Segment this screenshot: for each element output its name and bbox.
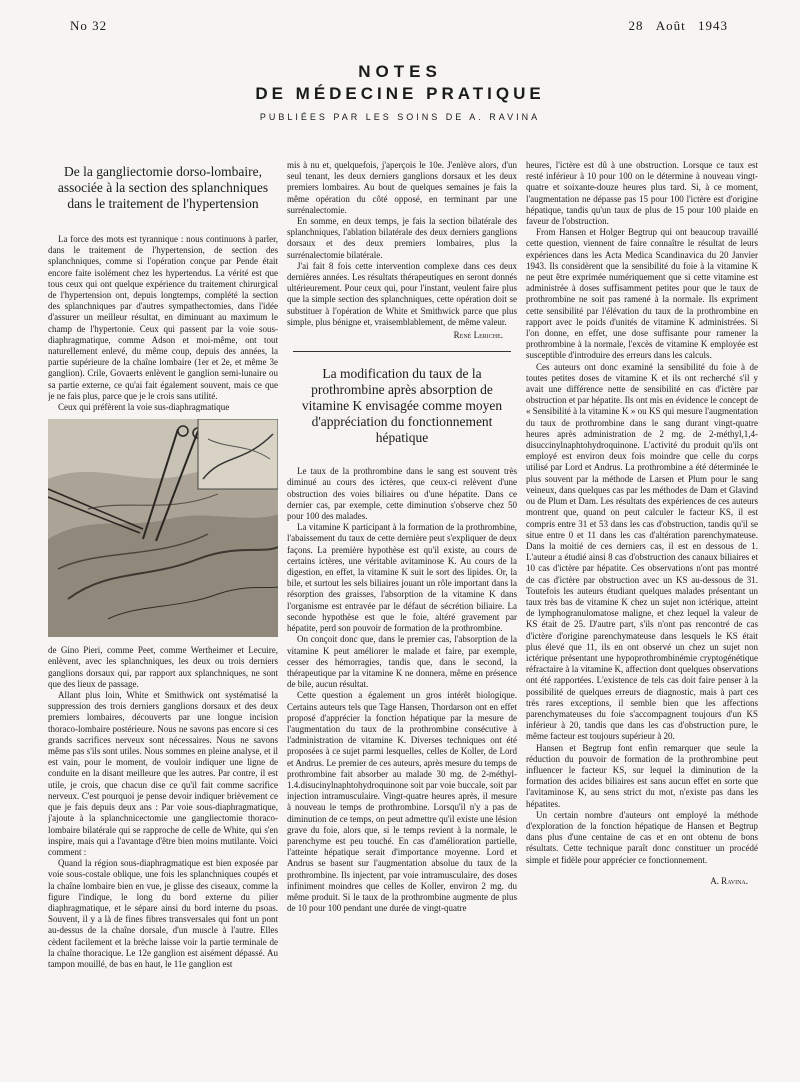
article2-paragraph: Le taux de la prothrombine dans le sang est souvent très diminué au cours des ictères, que ceux-ci relèvent d'une obstruction des voies biliaires ou d'une hépatite. Dans ce dernier cas, par exemple, cette diminution s'observe chez 50 pour 100 des malades. <box>287 466 517 522</box>
issue-date <box>621 18 729 34</box>
article-divider <box>293 351 511 352</box>
article2-title: La modification du taux de la prothrombine après absorption de vitamine K envisagée comme moyen d'appréciation du fonctionnement hépatique <box>301 366 503 446</box>
surgical-illustration <box>48 419 278 637</box>
masthead-subtitle: PUBLIÉES PAR LES SOINS DE A. RAVINA <box>259 112 541 122</box>
article2-paragraph: La vitamine K participant à la formation de la prothrombine, l'abaissement du taux de cette dernière peut s'expliquer de deux façons. La première hypothèse est qu'il existe, au cours de certains ictères, une véritable avitaminose K. Au cours de la digestion, en effet, la vitamine K suit le sort des lipides. Or, la bile, et surtout les sels biliaires jouant un rôle important dans la résorption des graisses, l'absorption de la vitamine K dans l'organisme est entravée par le défaut de sécrétion biliaire. La seconde hypothèse est que le foie, altéré gravement par hépatite, perd son pouvoir de formation de la prothrombine. <box>287 522 517 634</box>
article1-paragraph: J'ai fait 8 fois cette intervention complexe dans ces deux dernières années. Les résultats thérapeutiques en seront donnés ultérieurement. Pour ceux qui, pour l'instant, veulent faire plus que la simple section des splanchniques, cette opération doit se substituer à l'opération de White et Smithwick parce que plus simple, plus bénigne et, vraisemblablement, de même valeur. <box>287 260 517 327</box>
article1-paragraph: de Gino Pieri, comme Peet, comme Wertheimer et Lecuire, enlèvent, avec les splanchniques, les deux ou trois derniers ganglions dorsaux qui, par rapport aux splanchniques, ne sont que des lieux de passage. <box>48 645 278 689</box>
article2-paragraph: heures, l'ictère est dû à une obstruction. Lorsque ce taux est resté inférieur à 10 pour 100 on le détermine à nouveau vingt-quatre et soixante-douze heures plus tard. Si, à ce moment, l'augmentation ne dépasse pas 15 pour 100 l'ictère est d'origine hépatique, tandis qu'un taux de plus de 15 pour 100 plaide en faveur de l'obstruction. <box>526 160 758 227</box>
article1-title: De la gangliectomie dorso-lombaire, associée à la section des splanchniques dans le traitement de l'hypertension <box>57 164 269 211</box>
date-year: 1943 <box>698 18 728 33</box>
article2-paragraph: Cette question a également un gros intérêt biologique. Certains auteurs tels que Tage Hansen, Thordarson ont en effet proposé d'apprécier la fonction hépatique par la mesure de l'augmentation du taux de la prothrombine consécutive à l'administration de vitamine K. Diverses techniques ont été proposées à ce sujet parmi lesquelles, celles de Koller, de Lord et Andrus. Le premier de ces auteurs, après mesure du temps de prothrombine fait absorber au malade 30 mg. de 2-méthyl-1.4.disucinylnaphtohydroquinone soit par voie buccale, soit par injection intramusculaire. Vingt-quatre heures après, il mesure à nouveau le temps de prothrombine. Lorsqu'il n'y a pas de diminution de ce temps, on peut admettre qu'il existe une lésion grave du foie, alors que, si le temps revient à la normale, le parenchyme est peu touché. En cas d'amélioration partielle, l'atteinte hépatique serait d'importance moyenne. Lord et Andrus se basent sur l'augmentation absolue du taux de la prothrombine. Ils injectent, par voie intramusculaire, des doses infiniment moindres que celles de Koller, environ 2 mg. du même produit. Si le taux de la prothrombine augmente de plus de 10 pour 100 pendant une durée de vingt-quatre <box>287 690 517 914</box>
issue-number: No 32 <box>70 18 108 33</box>
article2-paragraph: Hansen et Begtrup font enfin remarquer que seule la réduction du pouvoir de formation de la prothrombine peut influencer le facteur KS, sur lequel la diminution de la formation des acides biliaires est sans aucun effet en sorte que l'avitaminose K, au sens strict du mot, n'existe pas dans les hépatites. <box>526 742 758 809</box>
article1-paragraph: Allant plus loin, White et Smithwick ont systématisé la suppression des trois derniers ganglions dorsaux et des deux premiers lombaires, découverts par une longue incision thoraco-lombaire postérieure. Nous ne savons pas encore si ces grands sacrifices nerveux sont nécessaires. Nous ne savons même pas s'ils sont utiles. Nous sommes en pleine analyse, et il est vain, pour le moment, de vouloir indiquer une ligne de conduite en la disant meilleure que les autres. Par contre, il est utile, je crois, que chacun dise ce qu'il fait comme sacrifice nerveux. C'est pourquoi je pense devoir indiquer brièvement ce que je fais depuis deux ans : Par voie sous-diaphragmatique, j'ajoute à la splanchnicectomie une gangliectomie thoraco-lombaire bilatérale qui se rapproche de celle de White, qui s'en inspire, mais qui a l'avantage d'être bien moins mutilante. Voici comment : <box>48 690 278 857</box>
masthead-title-line1: NOTES <box>358 62 442 81</box>
column-1 <box>48 160 278 1065</box>
article2-paragraph: Un certain nombre d'auteurs ont employé la méthode d'exploration de la fonction hépatique de Hansen et Begtrup dans plus d'une centaine de cas et en ont obtenu de bons résultats. Cette technique paraît donc constituer un procédé simple et fidèle pour apprécier ce fonctionnement. <box>526 809 758 865</box>
article2-paragraph: Ces auteurs ont donc examiné la sensibilité du foie à de toutes petites doses de vitamine K et ils ont recherché s'il y avait une différence nette de sensibilité en cas d'ictère par obstruction et par hépatite. Ils ont mis en évidence le concept de « Sensibilité à la vitamine K » ou KS qui mesure l'augmentation du taux de prothrombine dans le sang durant vingt-quatre heures après administration de 2 mg. de 2-méthyl,1,4-disuccinylnaphtohydroquinone. L'activité du produit qu'ils ont employé est environ deux fois moindre que celle du corps utilisé par Lord et Andrus. La prothrombine a été déterminée le plus souvent par la méthode de Larsen et Plum pour le sang veineux, dans quelques cas par les méthodes de Dam et Glavind ou de Plum et Dam. Les résultats des expériences de ces auteurs montrent que, quand on peut calculer le facteur KS, il est compris entre 31 et 53 dans les cas d'obstruction, tandis qu'il se situe entre 0 et 11 dans les cas d'altération parenchymateuse. Dans la moitié de ces derniers cas, il est en dessous de 1. L'auteur a étudié ainsi 8 cas d'obstruction des canaux biliaires et 10 cas d'ictère par hépatite. Ces observations n'ont pas montré de cas d'ictère par obstruction avec un KS au-dessous de 31. Toutefois les auteurs étudiant quelques malades présentant un taux très bas de vitamine K chez un sujet non ictérique, atteint de lymphogranulomatose maligne, et chez lequel la valeur de KS était de 25. D'autre part, s'ils n'ont pas rencontré de cas d'ictère d'origine parenchymateuse dans lesquels le KS était plus élevé que 11, ils en ont observé un chez un sujet non ictérique présentant une hypoprothrombinémie cryptogénétique réfractaire à la vitamine K, affection dont quelques observations ont été rapportées. L'existence de tels cas doit faire penser à la possibilité de quelques erreurs de diagnostic, mais à part ces très rares exceptions, il semble bien que les affections parenchymateuses du foie s'accompagnent toujours d'un KS inférieur à 20, tandis que dans les cas d'obstruction pure, le même facteur est toujours supérieur à 20. <box>526 361 758 742</box>
article1-paragraph: mis à nu et, quelquefois, j'aperçois le 10e. J'enlève alors, d'un seul tenant, les deux derniers ganglions dorsaux et les deux premiers lombaires. Au bout de quelques semaines je fais la même opération du côté opposé, en terminant par une surrénalectomie. <box>287 160 517 215</box>
article1-paragraph: En somme, en deux temps, je fais la section bilatérale des splanchniques, l'ablation bilatérale des deux derniers ganglions dorsaux et des deux premiers lombaires, plus la surrénalectomie bilatérale. <box>287 216 517 260</box>
column-2 <box>287 160 517 1065</box>
article1-paragraph: Ceux qui préfèrent la voie sus-diaphragmatique <box>58 402 230 413</box>
date-day: 28 <box>628 18 644 33</box>
column-3 <box>526 160 758 1065</box>
masthead-title-line2: DE MÉDECINE PRATIQUE <box>255 84 545 103</box>
article2-signature: A. Ravina. <box>710 875 748 886</box>
surgery-drawing-icon <box>48 419 278 637</box>
article1-paragraph: Quand la région sous-diaphragmatique est bien exposée par voie sous-costale oblique, une fois les splanchniques coupés et la chaîne lombaire bien en vue, je glisse des ciseaux, comme la figure l'indique, le long du bord externe du pilier diaphragmatique, et le sépare ainsi du bord interne du psoas. Souvent, il y a là de fines fibres transversales qui font un pont au-dessus de la chaîne dorsale, d'un muscle à l'autre. Elles cèdent facilement et la brèche laisse voir la partie terminale de la chaîne thoracique. Le 12e ganglion est aisément dépassé. Au tampon mouillé, de bas en haut, le 11e ganglion est <box>48 858 278 969</box>
date-month: Août <box>655 18 686 33</box>
masthead <box>0 62 800 122</box>
article2-paragraph: From Hansen et Holger Begtrup qui ont beaucoup travaillé cette question, viennent de faire connaître le résultat de leurs expériences dans les Acta Medica Scandinavica du 20 Janvier 1943. Ils considèrent que la sensibilité du foie à la vitamine K ne peut être exprimée numériquement que si cette vitamine est administrée à doses suffisamment petites pour que le taux de prothrombine ne soit pas ramené à la normale. Ils expriment cette sensibilité par l'élévation du taux de la prothrombine en rapport avec le poids d'unités de vitamine K administrées. Si l'on donne, en effet, une dose suffisante pour ramener la prothrombine à la normale, l'excès de vitamine K employée est susceptible d'introduire des erreurs dans les calculs. <box>526 227 758 361</box>
article1-signature: René Leriche. <box>453 330 503 341</box>
article1-paragraph: La force des mots est tyrannique : nous continuons à parler, dans le traitement de l'hypertension, de section des splanchniques, comme si l'opération conçue par Pende était encore faite isolément chez les hypertendus. La vérité est que tous ceux qui ont quelque expérience du traitement chirurgical de l'hypertension ont, depuis longtemps, complété la section des splanchniques par d'autres sympathectomies, dans l'idée d'assurer un meilleur résultat, en diminuant au maximum le champ de l'hypertonie. Ceux qui passent par la voie sous-diaphragmatique, comme Adson et moi-même, ont tout naturellement enlevé, du même coup, depuis des années, la partie supérieure de la chaîne lombaire (1er et 2e, et même 3e ganglion). Crile, Govaerts enlèvent le ganglion semi-lunaire ou sa partie externe, ce qu'ai fait également souvent, mais ce que je ne fais plus, parce que je le crois sans utilité. <box>48 234 278 401</box>
article2-paragraph: On conçoit donc que, dans le premier cas, l'absorption de la vitamine K peut améliorer le malade et faire, par exemple, cesser des hémorragies, tandis que, dans le second, la thérapeutique par la vitamine K ne donnera, même en présence de bile, aucun résultat. <box>287 634 517 690</box>
